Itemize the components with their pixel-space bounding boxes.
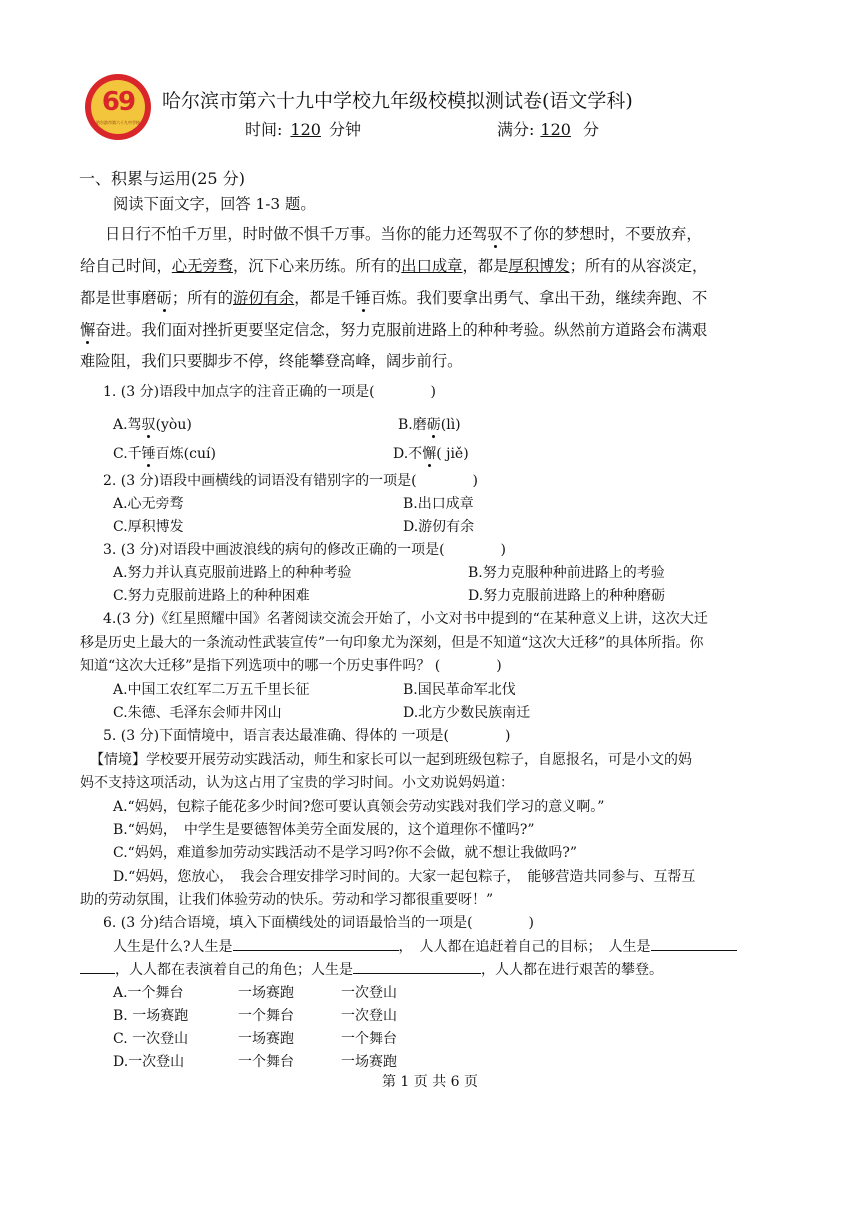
q1-option-c [113,443,216,463]
q5-situation-line-2: 妈不支持这项活动，认为这占用了宝贵的学习时间。小文劝说妈妈道： [80,775,514,791]
score-unit: 分 [582,120,599,139]
page-number: 第 1 页 共 6 页 [381,1074,479,1090]
score-label: 满分: [497,120,535,139]
q5-option-d-line-1: D.“妈妈，您放心， 我会合理安排学习时间的。大家一起包粽子， 能够营造共同参与、互帮互 [113,869,696,885]
q6-option-d-2: 一个舞台 [238,1054,294,1070]
q4-option-a: A.中国工农红军二万五千里长征 [113,682,310,698]
time-line [245,117,361,140]
q6-option-a-2: 一场赛跑 [238,985,294,1001]
q4-option-c: C.朱德、毛泽东会师井冈山 [113,705,282,721]
q1-option-b [398,414,461,434]
q5-option-b: B.“妈妈， 中学生是要德智体美劳全面发展的，这个道理你不懂吗?” [113,822,535,838]
q6-option-b-2: 一个舞台 [238,1008,294,1024]
q3-option-a: A.努力并认真克服前进路上的种种考验 [113,565,352,581]
q6-option-b-3: 一次登山 [341,1008,397,1024]
q1-option-a [113,414,192,434]
option-text: A.驾 [113,417,142,433]
q3-stem: 3. (3 分)对语段中画波浪线的病句的修改正确的一项是( ) [103,542,507,558]
q6-context-line-1 [113,936,737,956]
time-value: 120 [290,120,321,139]
q4-option-b: B.国民革命军北伐 [403,682,516,698]
dotted-char: 驭 [141,417,156,433]
context-text: ， 人人都在追赶着自己的目标； 人生是 [398,939,651,955]
option-text: (lì) [440,417,461,433]
option-text: B.磨 [398,417,427,433]
passage-line-5: 难险阻，我们只要脚步不停，终能攀登高峰，阔步前行。 [80,352,463,370]
passage-text: ；所有的 [171,289,234,307]
dotted-char: 砺 [156,289,172,307]
page-title: 哈尔滨市第六十九中学校九年级校模拟测试卷(语文学科) [162,90,633,112]
q6-option-a-3: 一次登山 [341,985,397,1001]
q4-option-d: D.北方少数民族南迁 [403,705,531,721]
logo-emblem [91,80,145,134]
q1-stem: 1. (3 分)语段中加点字的注音正确的一项是( ) [103,384,437,400]
q5-option-d-line-2: 助的劳动氛围，让我们体验劳动的快乐。劳动和学习都很重要呀！” [80,892,494,908]
dotted-char: 锤 [141,446,156,462]
school-logo [85,74,151,140]
fill-blank [651,936,737,951]
q6-context-line-2 [80,959,663,979]
fill-blank [353,959,481,974]
section-heading: 一、积累与运用(25 分) [79,169,245,188]
logo-caption: 哈尔滨市第六十九中学校 [96,120,140,125]
underlined-word: 厚积博发 [508,257,570,275]
q6-option-c: C. 一次登山 [113,1031,189,1047]
passage-line-1 [105,222,702,244]
q6-option-a [113,982,184,1002]
q6-stem: 6. (3 分)结合语境，填入下面横线处的词语最恰当的一项是( ) [103,915,535,931]
passage-text: 都是世事磨 [80,289,157,307]
underlined-word: 出口成章 [401,257,463,275]
instruction: 阅读下面文字，回答 1-3 题。 [113,195,316,213]
underlined-word: 游仞有余 [233,289,295,307]
passage-line-4 [80,318,707,340]
q1-option-d [393,443,469,463]
passage-text: ；所有的从容淡定， [569,257,708,275]
score-line [497,117,599,140]
passage-line-3 [80,286,707,308]
option-part: A.一个舞台 [113,985,184,1001]
q6-option-b: B. 一场赛跑 [113,1008,189,1024]
q4-stem-line-1: 4.(3 分)《红星照耀中国》名著阅读交流会开始了，小文对书中提到的“在某种意义上讲，这次大迁 [103,611,708,627]
passage-line-2 [80,254,707,276]
q5-option-a: A.“妈妈，包粽子能花多少时间?您可要认真领会劳动实践对我们学习的意义啊。” [113,799,605,815]
logo-number: 69 [101,87,135,117]
option-text: ( jiě) [436,446,469,462]
passage-text: 日日行不怕千万里，时时做不惧千万事。当你的能力还驾 [105,225,488,243]
passage-text: ，都是 [462,257,509,275]
q4-stem-line-3: 知道“这次大迁移”是指下列选项中的哪一个历史事件吗？ ( ) [80,658,502,674]
q6-option-c-2: 一场赛跑 [238,1031,294,1047]
dotted-char: 懈 [422,446,437,462]
q6-option-c-3: 一个舞台 [341,1031,397,1047]
dotted-char: 锤 [355,289,371,307]
q6-option-d-3: 一场赛跑 [341,1054,397,1070]
q5-stem: 5. (3 分)下面情境中，语言表达最准确、得体的 一项是( ) [103,728,511,744]
passage-text: ，都是千 [294,289,356,307]
fill-blank [233,936,399,951]
score-value: 120 [540,120,571,139]
time-label: 时间: [245,120,283,139]
dotted-char: 驭 [487,225,503,243]
q3-option-d: D.努力克服前进路上的种种磨砺 [468,588,666,604]
context-text: ，人人都在表演着自己的角色；人生是 [115,962,353,978]
q2-stem: 2. (3 分)语段中画横线的词语没有错别字的一项是( ) [103,473,479,489]
passage-text: 百炼。我们要拿出勇气、拿出干劲，继续奔跑、不 [370,289,708,307]
q4-stem-line-2: 移是历史上最大的一条流动性武装宣传”一句印象尤为深刻，但是不知道“这次大迁移”的具体所指。你 [80,635,704,651]
option-text: 百炼(cuí) [155,446,216,462]
context-text: 人生是什么?人生是 [113,939,233,955]
q2-option-c: C.厚积博发 [113,519,184,535]
q5-situation-line-1: 【情境】学校要开展劳动实践活动，师生和家长可以一起到班级包粽子，自愿报名，可是小文的妈 [90,752,692,768]
q2-option-a: A.心无旁骛 [113,496,184,512]
q3-option-c: C.努力克服前进路上的种种困难 [113,588,310,604]
option-text: (yòu) [155,417,192,433]
fill-blank [80,959,115,974]
q3-option-b: B.努力克服种种前进路上的考验 [468,565,665,581]
underlined-word: 心无旁骛 [171,257,233,275]
passage-text: 不了你的梦想时，不要放弃， [502,225,702,243]
option-text: C.千 [113,446,142,462]
q5-option-c: C.“妈妈，难道参加劳动实践活动不是学习吗?你不会做，就不想让我做吗?” [113,845,577,861]
q2-option-d: D.游仞有余 [403,519,475,535]
passage-text: 给自己时间， [80,257,172,275]
q2-option-b: B.出口成章 [403,496,474,512]
q6-option-d: D.一次登山 [113,1054,185,1070]
passage-text: 奋进。我们面对挫折更要坚定信念，努力克服前进路上的种种考验。纵然前方道路会布满艰 [95,321,708,339]
dotted-char: 砺 [426,417,441,433]
passage-text: ，沉下心来历练。所有的 [233,257,402,275]
context-text: ，人人都在进行艰苦的攀登。 [481,962,663,978]
time-unit: 分钟 [328,120,361,139]
dotted-char: 懈 [80,321,96,339]
option-text: D.不 [393,446,423,462]
